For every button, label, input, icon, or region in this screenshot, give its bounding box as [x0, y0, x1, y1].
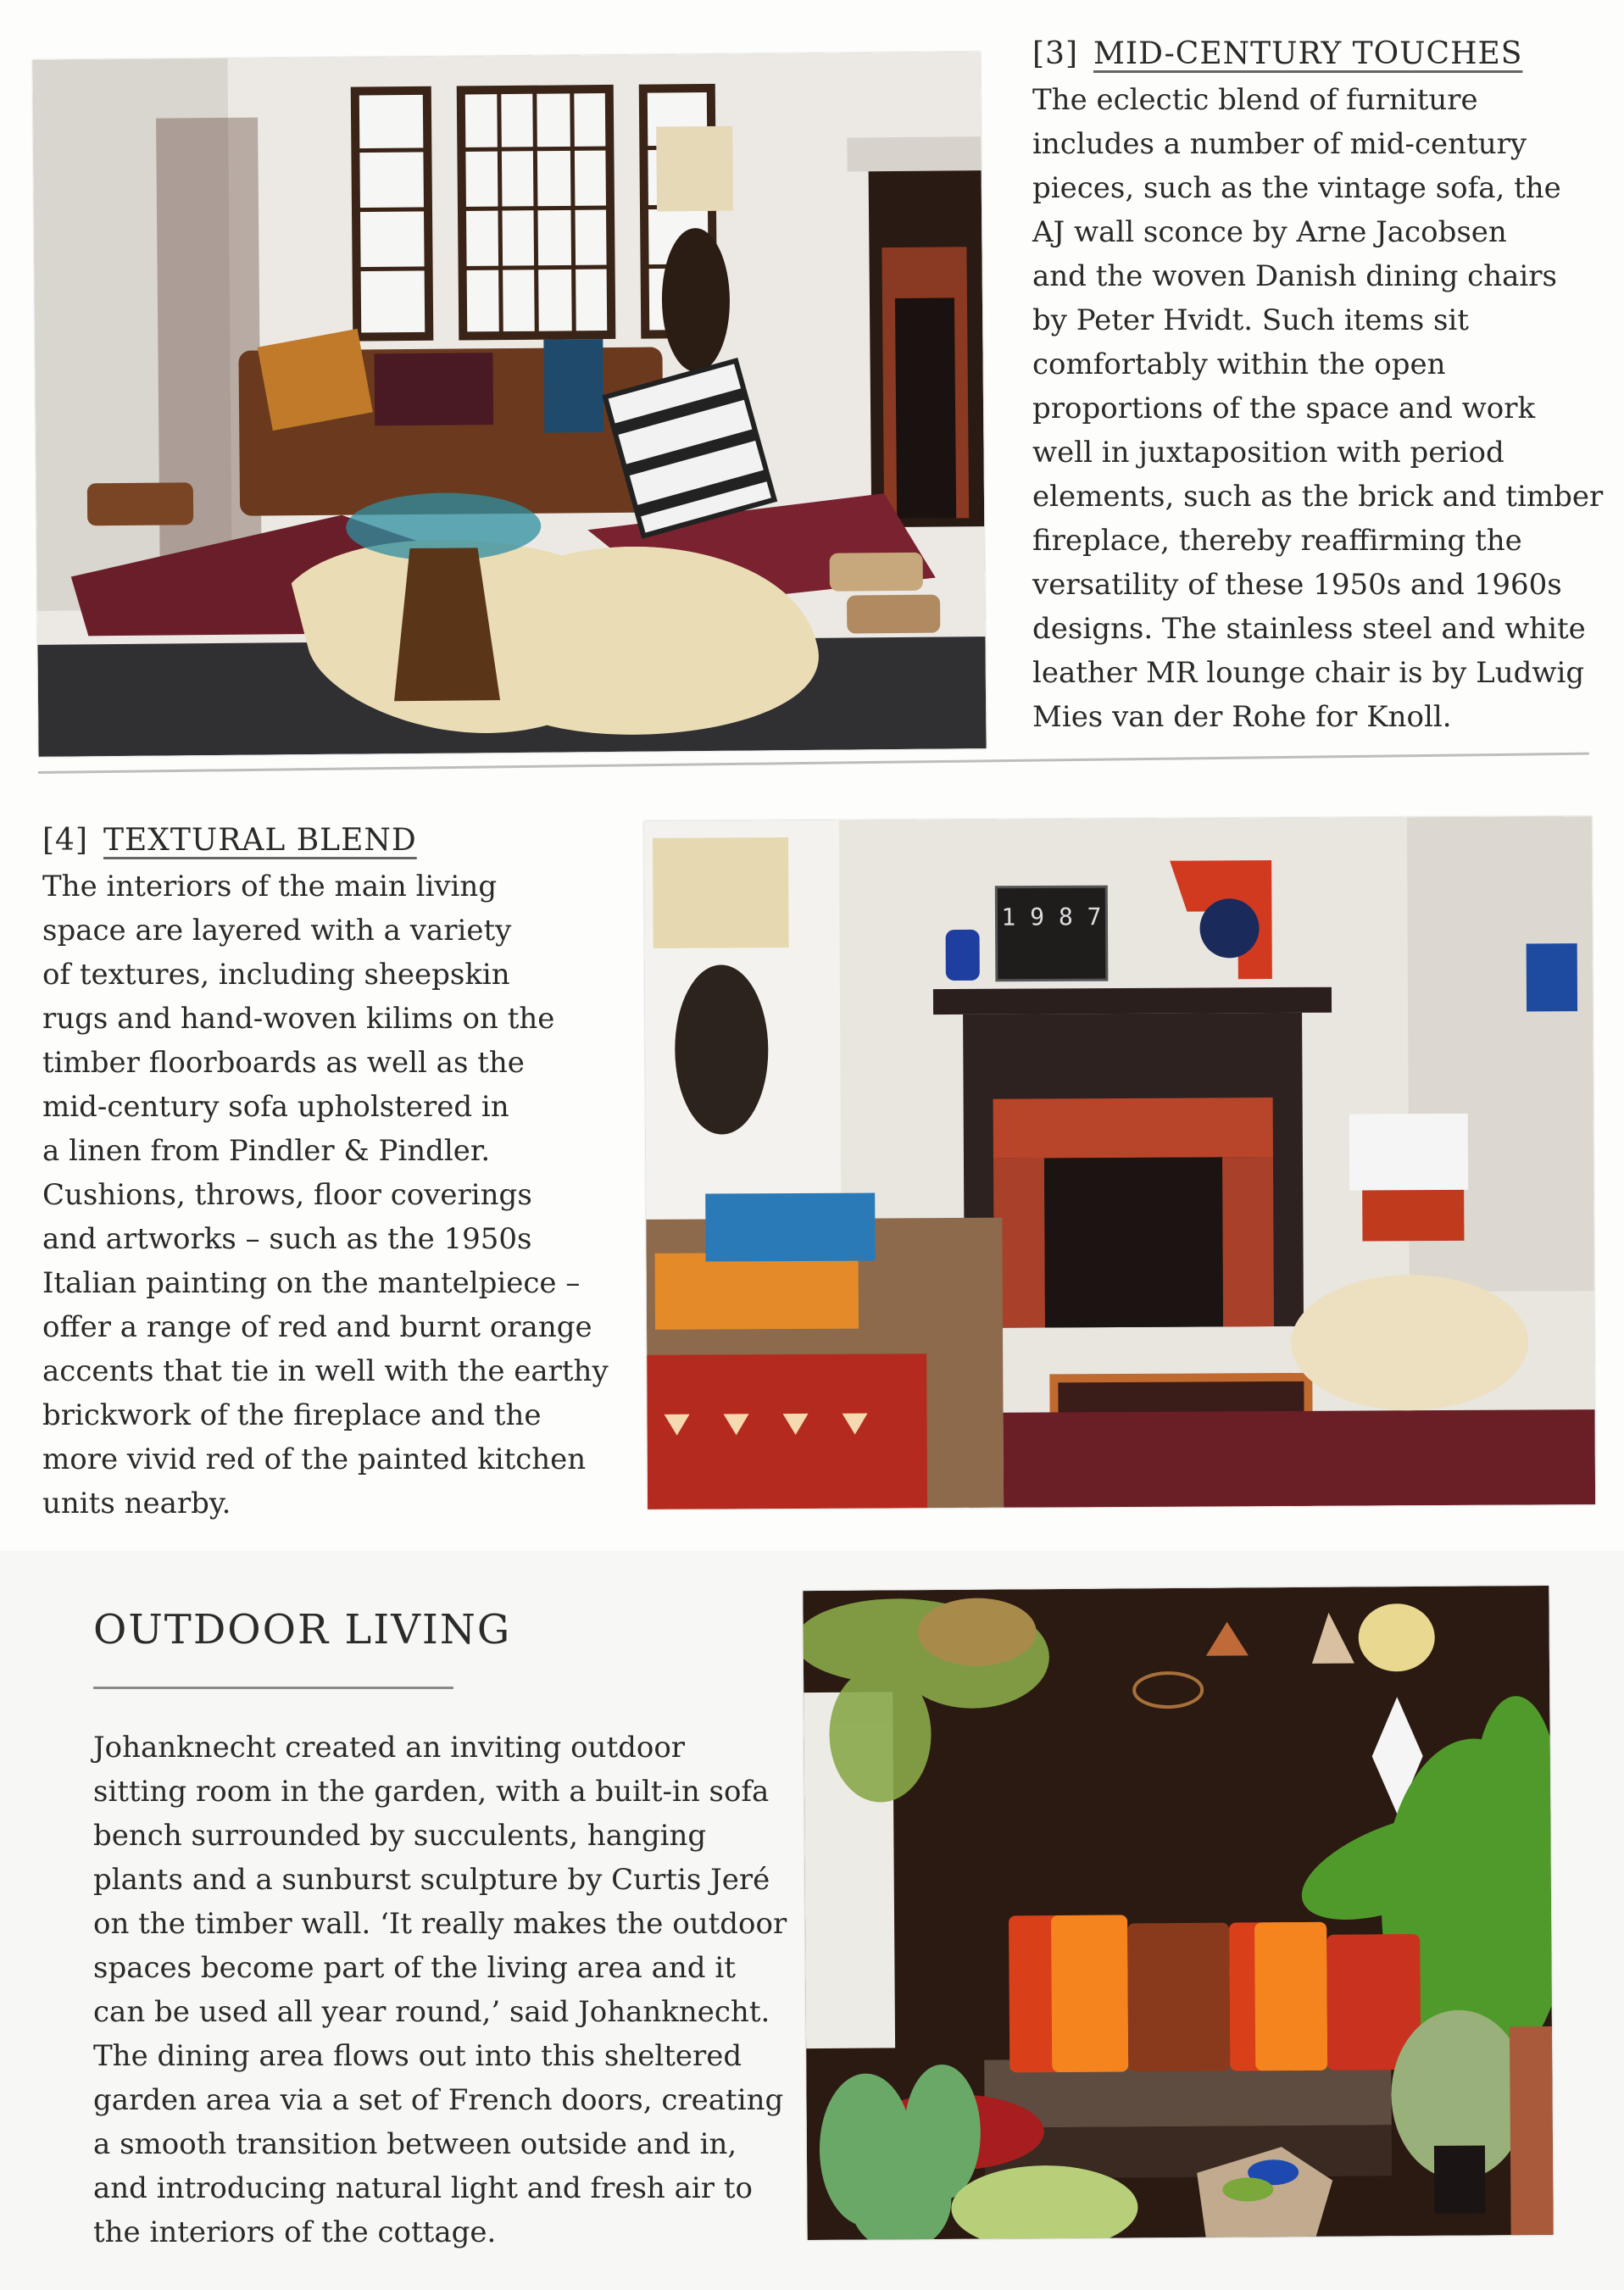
caption-line: Italian painting on the mantelpiece – [42, 1266, 581, 1300]
caption-line: The interiors of the main living [42, 870, 498, 903]
caption-line: and artworks – such as the 1950s [42, 1222, 532, 1256]
body-line: and introducing natural light and fresh air to [93, 2171, 753, 2205]
caption-line: rugs and hand-woven kilims on the [42, 1002, 555, 1036]
body-line: bench surrounded by succulents, hanging [93, 1819, 707, 1853]
caption-line: well in juxtaposition with period [1032, 436, 1504, 470]
caption-line: proportions of the space and work [1032, 392, 1536, 425]
caption-line: space are layered with a variety [42, 914, 512, 948]
caption-line: includes a number of mid-century [1032, 127, 1527, 161]
caption-title: MID-CENTURY TOUCHES [1093, 36, 1523, 71]
caption-body [1032, 78, 1603, 739]
body-line: on the timber wall. ‘It really makes the outdoor [93, 1907, 787, 1941]
section-title-outdoor-living: OUTDOOR LIVING [93, 1606, 512, 1654]
caption-line: pieces, such as the vintage sofa, the [1032, 171, 1561, 205]
body-line: sitting room in the garden, with a built-in sofa [93, 1775, 770, 1809]
caption-line: versatility of these 1950s and 1960s [1032, 568, 1562, 602]
caption-line: by Peter Hvidt. Such items sit [1032, 303, 1469, 337]
caption-line: The eclectic blend of furniture [1032, 83, 1478, 117]
caption-line: accents that tie in well with the earthy [42, 1354, 609, 1388]
body-line: spaces become part of the living area and it [93, 1951, 736, 1985]
caption-line: brickwork of the fireplace and the [42, 1398, 542, 1432]
caption-line: a linen from Pindler & Pindler. [42, 1134, 491, 1168]
outdoor-sitting-room-photo [803, 1586, 1553, 2240]
caption-line: offer a range of red and burnt orange [42, 1310, 592, 1344]
caption-line: Cushions, throws, floor coverings [42, 1178, 532, 1212]
caption-number: [4] [42, 823, 88, 858]
caption-line: more vivid red of the painted kitchen [42, 1442, 587, 1476]
caption-line: elements, such as the brick and timber [1032, 480, 1604, 514]
body-line: plants and a sunburst sculpture by Curtis Jeré [93, 1863, 770, 1897]
caption-line: leather MR lounge chair is by Ludwig [1032, 656, 1585, 690]
section-divider [38, 753, 1589, 774]
caption-heading [42, 822, 609, 859]
caption-line: fireplace, thereby reaffirming the [1032, 524, 1522, 558]
caption-mid-century-touches [1032, 36, 1603, 739]
fireplace-photo [644, 816, 1595, 1509]
caption-line: units nearby. [42, 1487, 231, 1520]
section-title-rule [93, 1687, 453, 1689]
caption-heading [1032, 36, 1603, 73]
body-line: the interiors of the cottage. [93, 2215, 497, 2249]
body-line: The dining area flows out into this sheltered [93, 2039, 742, 2073]
caption-body [42, 864, 609, 1526]
body-line: Johanknecht created an inviting outdoor [93, 1731, 686, 1765]
caption-title: TEXTURAL BLEND [103, 823, 417, 858]
body-line: garden area via a set of French doors, creating [93, 2083, 784, 2117]
caption-line: and the woven Danish dining chairs [1032, 259, 1557, 293]
caption-line: comfortably within the open [1032, 347, 1446, 381]
caption-line: AJ wall sconce by Arne Jacobsen [1032, 215, 1507, 249]
mantel-sign-text: 1 9 8 7 [1001, 903, 1102, 931]
body-line: a smooth transition between outside and in, [93, 2127, 737, 2161]
caption-line: Mies van der Rohe for Knoll. [1032, 700, 1452, 734]
body-line: can be used all year round,’ said Johanknecht. [93, 1995, 770, 2029]
caption-line: of textures, including sheepskin [42, 958, 510, 992]
caption-textural-blend [42, 822, 609, 1526]
caption-line: mid-century sofa upholstered in [42, 1090, 509, 1124]
caption-line: timber floorboards as well as the [42, 1046, 525, 1080]
outdoor-body-text [93, 1726, 787, 2254]
caption-number: [3] [1032, 36, 1078, 71]
caption-line: designs. The stainless steel and white [1032, 612, 1586, 646]
living-room-photo [32, 52, 986, 757]
